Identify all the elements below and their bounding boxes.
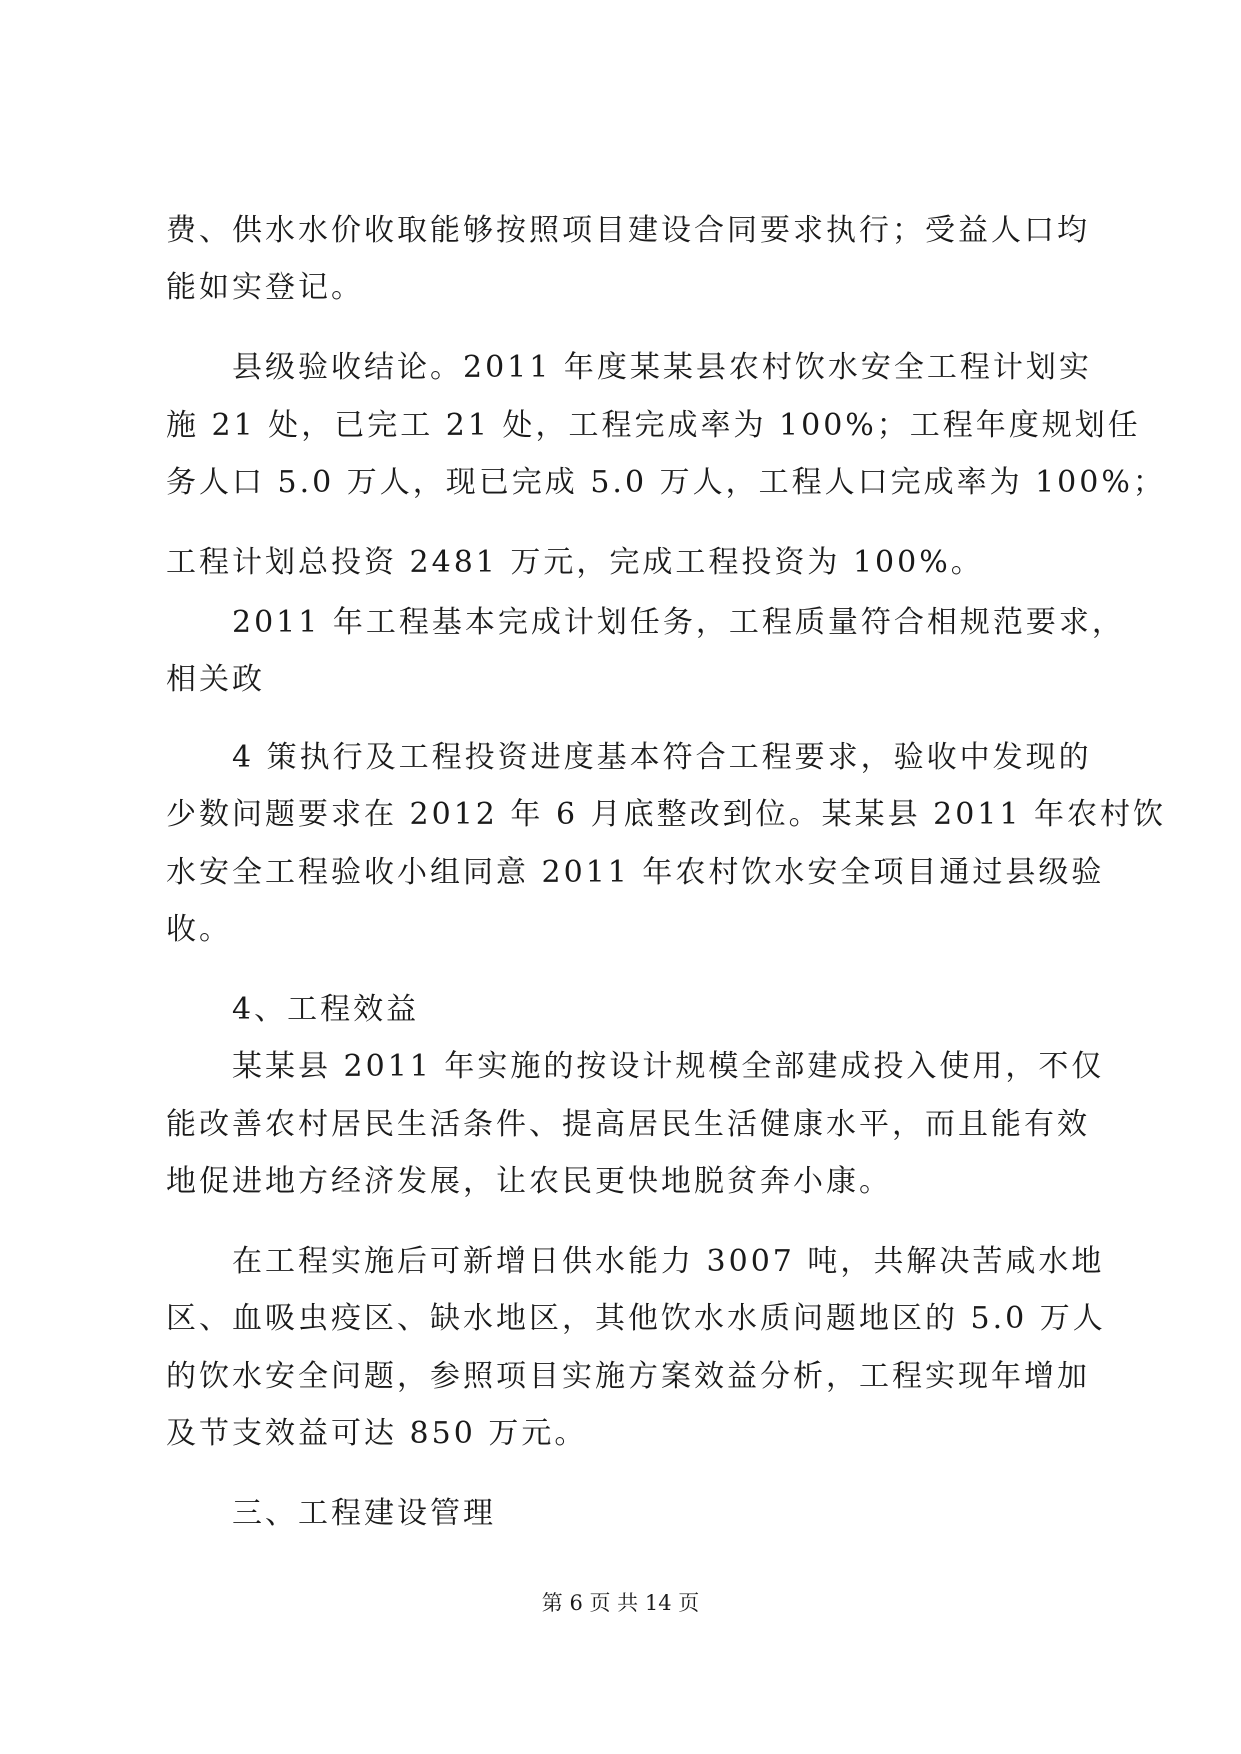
text-line: 区、血吸虫疫区、缺水地区，其他饮水水质问题地区的 5.0 万人 [166, 1301, 1106, 1336]
text-line: 收。 [166, 912, 232, 947]
section-heading: 4、工程效益 [232, 992, 420, 1027]
text-line: 少数问题要求在 2012 年 6 月底整改到位。某某县 2011 年农村饮 [166, 797, 1166, 832]
text-line: 县级验收结论。2011 年度某某县农村饮水安全工程计划实 [232, 350, 1092, 385]
page-footer: 第 6 页 共 14 页 [541, 1591, 700, 1615]
text-line: 及节支效益可达 850 万元。 [166, 1416, 588, 1451]
text-line: 施 21 处，已完工 21 处，工程完成率为 100%；工程年度规划任 [166, 408, 1141, 443]
text-line: 2011 年工程基本完成计划任务，工程质量符合相规范要求， [232, 605, 1125, 640]
text-line: 的饮水安全问题，参照项目实施方案效益分析，工程实现年增加 [166, 1359, 1090, 1394]
section-heading: 三、工程建设管理 [232, 1496, 496, 1531]
text-line: 水安全工程验收小组同意 2011 年农村饮水安全项目通过县级验 [166, 855, 1105, 890]
text-line: 某某县 2011 年实施的按设计规模全部建成投入使用，不仅 [232, 1049, 1105, 1084]
text-line: 能改善农村居民生活条件、提高居民生活健康水平，而且能有效 [166, 1107, 1090, 1142]
text-line: 在工程实施后可新增日供水能力 3007 吨，共解决苦咸水地 [232, 1244, 1105, 1279]
text-line: 务人口 5.0 万人，现已完成 5.0 万人，工程人口完成率为 100%； [166, 465, 1166, 500]
text-line: 4 策执行及工程投资进度基本符合工程要求，验收中发现的 [232, 740, 1092, 775]
text-line: 能如实登记。 [166, 270, 364, 305]
text-line: 相关政 [166, 662, 265, 697]
text-line: 费、供水水价收取能够按照项目建设合同要求执行；受益人口均 [166, 213, 1090, 248]
text-line: 工程计划总投资 2481 万元，完成工程投资为 100%。 [166, 545, 984, 580]
text-line: 地促进地方经济发展，让农民更快地脱贫奔小康。 [166, 1164, 892, 1199]
